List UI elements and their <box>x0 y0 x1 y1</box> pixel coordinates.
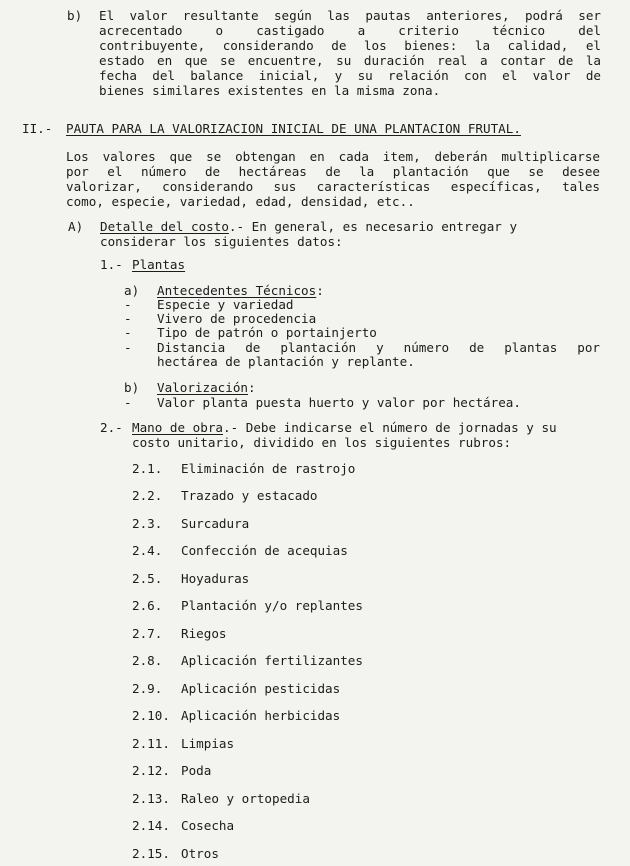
rubro-number: 2.14. <box>132 818 170 833</box>
rubro-label: Surcadura <box>181 516 250 531</box>
intro-line: estado en que se encuentre, su duración real a contar de la <box>99 53 601 68</box>
rubro-number: 2.5. <box>132 571 163 586</box>
list-item: Tipo de patrón o portainjerto <box>157 325 377 340</box>
section-line: Los valores que se obtengan en cada item, deberán multiplicarse <box>66 149 600 164</box>
rubro-label: Raleo y ortopedia <box>181 791 310 806</box>
intro-marker: b) <box>67 8 83 23</box>
rubro-number: 2.3. <box>132 516 163 531</box>
plantas-b-title: Valorización <box>157 380 248 395</box>
subsection-a-text: considerar los siguientes datos: <box>100 234 343 249</box>
intro-line: contribuyente, considerando de los bienes: la calidad, el <box>99 38 601 53</box>
rubro-label: Riegos <box>181 626 227 641</box>
rubro-label: Cosecha <box>181 818 235 833</box>
rubro-number: 2.7. <box>132 626 163 641</box>
bullet: - <box>124 311 132 326</box>
section-title: PAUTA PARA LA VALORIZACION INICIAL DE UNA PLANTACION FRUTAL. <box>66 121 521 136</box>
rubro-number: 2.2. <box>132 488 163 503</box>
rubro-number: 2.10. <box>132 708 170 723</box>
list-item: Especie y variedad <box>157 297 294 312</box>
rubro-number: 2.1. <box>132 461 163 476</box>
rubro-number: 2.13. <box>132 791 170 806</box>
plantas-b-title-suffix: : <box>248 380 256 395</box>
mano-obra-title: Mano de obra <box>132 420 223 435</box>
intro-line: bienes similares existentes en la misma zona. <box>99 83 441 98</box>
rubro-number: 2.9. <box>132 681 163 696</box>
bullet: - <box>124 395 132 410</box>
rubro-label: Eliminación de rastrojo <box>181 461 356 476</box>
rubro-number: 2.11. <box>132 736 170 751</box>
plantas-b-heading <box>157 380 256 395</box>
rubro-number: 2.12. <box>132 763 170 778</box>
rubro-label: Aplicación pesticidas <box>181 681 341 696</box>
subsection-a-marker: A) <box>68 219 84 234</box>
plantas-a-marker: a) <box>124 283 140 298</box>
section-number: II.- <box>22 121 53 136</box>
plantas-number: 1.- <box>100 257 123 272</box>
intro-line: El valor resultante según las pautas anteriores, podrá ser <box>99 8 601 23</box>
intro-line: acrecentado o castigado a criterio técnico del <box>99 23 601 38</box>
mano-obra-text: .- Debe indicarse el número de jornadas y su <box>223 420 557 435</box>
rubro-label: Poda <box>181 763 212 778</box>
rubro-number: 2.4. <box>132 543 163 558</box>
list-item: Distancia de plantación y número de plantas por <box>157 340 600 355</box>
plantas-title: Plantas <box>132 257 186 272</box>
mano-obra-text: costo unitario, dividido en los siguientes rubros: <box>132 435 512 450</box>
list-item: Valor planta puesta huerto y valor por hectárea. <box>157 395 521 410</box>
mano-obra-number: 2.- <box>100 420 123 435</box>
bullet: - <box>124 340 132 355</box>
mano-obra-heading <box>132 420 557 435</box>
intro-line: fecha del balance inicial, y su relación con el valor de <box>99 68 601 83</box>
section-line: por el número de hectáreas de la plantación que se desee <box>66 164 600 179</box>
section-line: valorizar, considerando sus características específicas, tales <box>66 179 600 194</box>
subsection-a-title: Detalle del costo <box>100 219 229 234</box>
rubro-label: Trazado y estacado <box>181 488 318 503</box>
plantas-a-title: Antecedentes Técnicos <box>157 283 317 298</box>
rubro-label: Aplicación fertilizantes <box>181 653 363 668</box>
bullet: - <box>124 297 132 312</box>
subsection-a-text: .- En general, es necesario entregar y <box>228 219 518 234</box>
list-item: Vivero de procedencia <box>157 311 317 326</box>
bullet: - <box>124 325 132 340</box>
rubro-label: Plantación y/o replantes <box>181 598 363 613</box>
plantas-b-marker: b) <box>124 380 140 395</box>
plantas-a-heading <box>157 283 324 298</box>
rubro-label: Confección de acequias <box>181 543 348 558</box>
plantas-a-title-suffix: : <box>316 283 324 298</box>
section-line: como, especie, variedad, edad, densidad, etc.. <box>66 194 415 209</box>
rubro-label: Aplicación herbicidas <box>181 708 341 723</box>
rubro-label: Otros <box>181 846 219 861</box>
rubro-label: Limpias <box>181 736 235 751</box>
list-item: hectárea de plantación y replante. <box>157 354 415 369</box>
rubro-number: 2.8. <box>132 653 163 668</box>
rubro-number: 2.6. <box>132 598 163 613</box>
rubro-label: Hoyaduras <box>181 571 250 586</box>
subsection-a-heading <box>100 219 517 234</box>
rubro-number: 2.15. <box>132 846 170 861</box>
